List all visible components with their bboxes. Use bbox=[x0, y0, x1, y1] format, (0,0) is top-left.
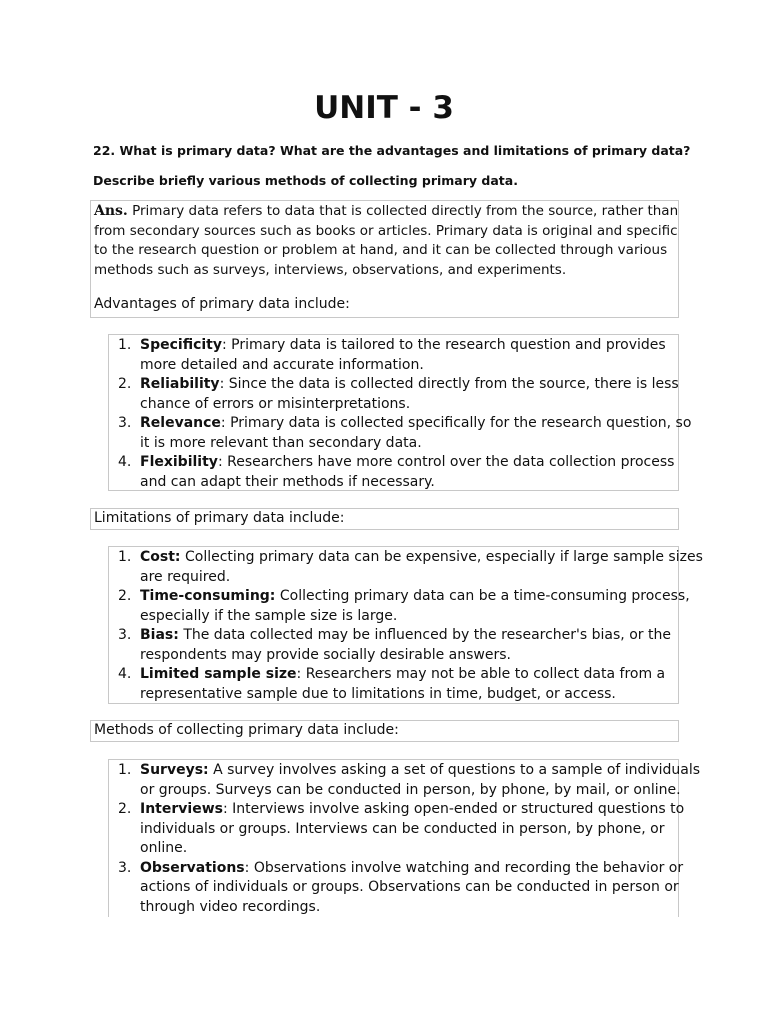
page-title: UNIT - 3 bbox=[314, 90, 454, 126]
item-term: Limited sample size bbox=[140, 666, 297, 682]
answer-paragraph bbox=[94, 202, 678, 280]
answer-line-1-text: Primary data refers to data that is collected directly from the source, rather than bbox=[127, 203, 679, 219]
item-term: Surveys: bbox=[140, 762, 209, 778]
list-item bbox=[109, 665, 703, 704]
item-term: Specificity bbox=[140, 337, 222, 353]
item-text-cont: through video recordings. bbox=[140, 898, 321, 915]
item-sep: : bbox=[222, 337, 232, 353]
answer-line-3: to the research question or problem at hand, and it can be collected through various bbox=[94, 242, 668, 258]
item-text-cont: individuals or groups. Interviews can be conducted in person, by phone, or bbox=[140, 820, 665, 837]
list-item bbox=[109, 800, 700, 859]
item-number: 3. bbox=[118, 627, 132, 643]
item-sep: : bbox=[222, 801, 233, 817]
advantages-list-box bbox=[108, 334, 692, 491]
item-text: Researchers may not be able to collect data from a bbox=[305, 666, 666, 682]
item-text-cont: especially if the sample size is large. bbox=[140, 607, 398, 624]
item-term: Observations bbox=[140, 859, 245, 876]
item-number: 1. bbox=[118, 762, 132, 778]
item-text-cont: or groups. Surveys can be conducted in person, by phone, by mail, or online. bbox=[140, 781, 681, 798]
item-sep: : bbox=[220, 415, 231, 431]
list-item bbox=[109, 453, 691, 492]
answer-line-4: methods such as surveys, interviews, observations, and experiments. bbox=[94, 261, 567, 278]
item-text: Since the data is collected directly from the source, there is less bbox=[228, 376, 679, 392]
answer-box bbox=[90, 200, 679, 318]
item-text-cont: online. bbox=[140, 840, 188, 856]
item-term: Time-consuming: bbox=[140, 588, 276, 604]
item-text-cont: chance of errors or misinterpretations. bbox=[140, 395, 411, 412]
item-number: 2. bbox=[118, 588, 132, 604]
item-number: 3. bbox=[118, 415, 132, 431]
item-text: Collecting primary data can be a time-consuming process, bbox=[279, 588, 690, 604]
list-item bbox=[109, 859, 700, 918]
item-sep: : bbox=[219, 376, 229, 392]
item-number: 4. bbox=[118, 454, 132, 470]
item-number: 2. bbox=[118, 801, 132, 817]
item-text: Observations involve watching and recording the behavior or bbox=[253, 859, 684, 876]
item-term: Relevance bbox=[140, 415, 221, 431]
item-text-cont: representative sample due to limitations in time, budget, or access. bbox=[140, 685, 616, 702]
list-item bbox=[109, 761, 700, 800]
item-text-cont: actions of individuals or groups. Observations can be conducted in person or bbox=[140, 879, 679, 895]
list-item bbox=[109, 336, 691, 375]
list-item bbox=[109, 414, 691, 453]
advantages-list bbox=[109, 336, 691, 492]
advantages-heading: Advantages of primary data include: bbox=[94, 296, 350, 312]
methods-heading: Methods of collecting primary data include: bbox=[94, 722, 399, 738]
item-term: Bias: bbox=[140, 627, 179, 643]
item-term: Cost: bbox=[140, 549, 181, 565]
item-number: 2. bbox=[118, 376, 132, 392]
item-text-cont: and can adapt their methods if necessary. bbox=[140, 473, 435, 490]
item-text-cont: more detailed and accurate information. bbox=[140, 356, 424, 373]
item-term: Reliability bbox=[140, 376, 220, 392]
item-text: Researchers have more control over the data collection process bbox=[227, 454, 675, 470]
item-text: The data collected may be influenced by the researcher's bias, or the bbox=[183, 627, 671, 643]
item-text: A survey involves asking a set of questions to a sample of individuals bbox=[213, 762, 701, 778]
question-line-1: 22. What is primary data? What are the advantages and limitations of primary data? bbox=[93, 143, 691, 158]
item-text: Collecting primary data can be expensive, especially if large sample sizes bbox=[184, 549, 703, 565]
answer-line-2: from secondary sources such as books or articles. Primary data is original and specific bbox=[94, 222, 678, 239]
methods-list-box bbox=[108, 759, 701, 917]
question-line-2: Describe briefly various methods of collecting primary data. bbox=[93, 173, 518, 188]
item-sep: : bbox=[296, 666, 306, 682]
item-text-cont: it is more relevant than secondary data. bbox=[140, 434, 422, 451]
list-item bbox=[109, 375, 691, 414]
item-number: 4. bbox=[118, 666, 132, 682]
item-text: Primary data is tailored to the research question and provides bbox=[231, 337, 666, 353]
list-item bbox=[109, 626, 703, 665]
list-item bbox=[109, 587, 703, 626]
item-number: 1. bbox=[118, 337, 132, 353]
item-text-cont: are required. bbox=[140, 568, 231, 585]
item-text: Primary data is collected specifically for the research question, so bbox=[230, 415, 692, 431]
methods-list bbox=[109, 761, 700, 917]
item-sep: : bbox=[244, 859, 254, 876]
methods-heading-box bbox=[90, 720, 679, 742]
limitations-heading: Limitations of primary data include: bbox=[94, 510, 345, 526]
answer-line-1 bbox=[94, 202, 678, 222]
item-number: 3. bbox=[118, 859, 132, 876]
item-text: Interviews involve asking open-ended or structured questions to bbox=[232, 801, 685, 817]
limitations-list bbox=[109, 548, 703, 704]
list-item bbox=[109, 548, 703, 587]
item-number: 1. bbox=[118, 549, 132, 565]
limitations-heading-box bbox=[90, 508, 679, 530]
item-text-cont: respondents may provide socially desirable answers. bbox=[140, 646, 511, 663]
item-term: Flexibility bbox=[140, 454, 218, 470]
item-term: Interviews bbox=[140, 801, 223, 817]
limitations-list-box bbox=[108, 546, 703, 704]
item-sep: : bbox=[217, 454, 228, 470]
answer-label: Ans. bbox=[94, 203, 128, 219]
